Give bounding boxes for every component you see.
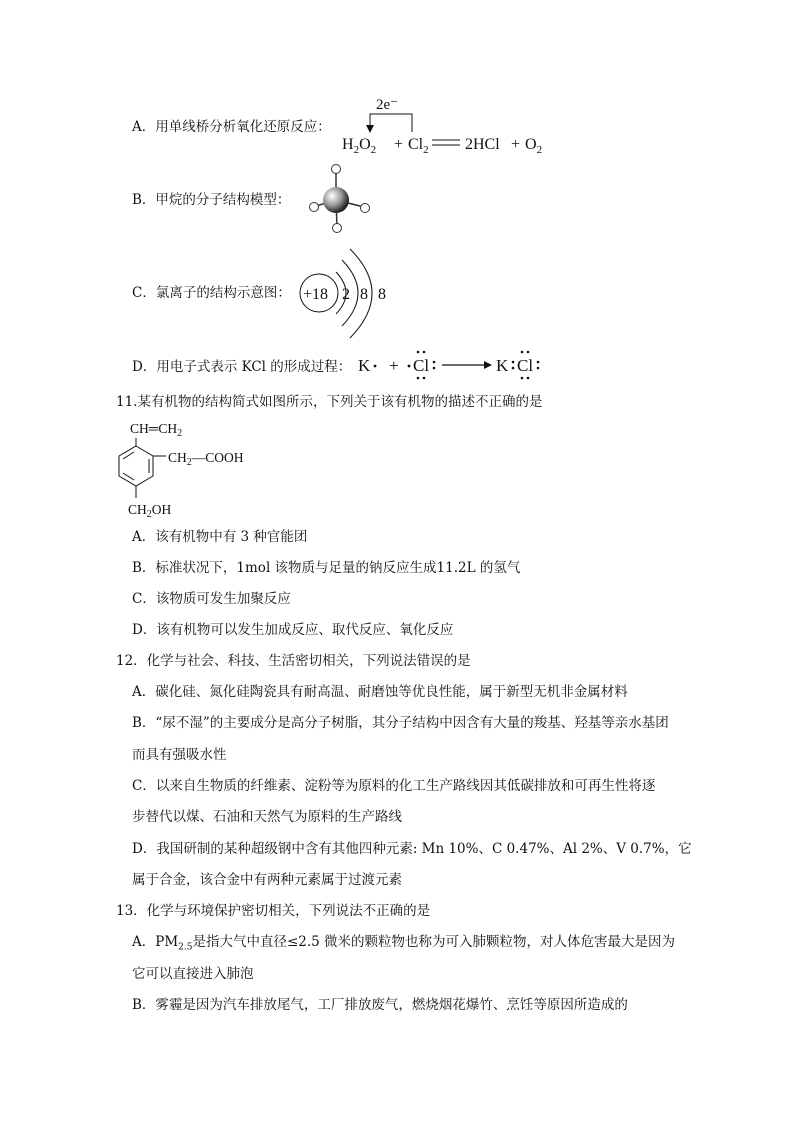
o2-formula: $O_2$	[525, 136, 543, 156]
bridge-arrowhead	[366, 125, 374, 133]
methane-ball-stick-model	[298, 160, 378, 236]
q13-stem: 13．化学与环境保护密切相关，下列说法不正确的是	[116, 903, 431, 919]
electron-dot	[408, 365, 411, 368]
benzene-ring	[119, 446, 153, 486]
q12-option-d: D．我国研制的某种超级钢中含有其他四种元素: Mn 10%、C 0.47%、Al 2%、V 0.7%，它	[132, 841, 692, 857]
product-chlorine: Cl	[517, 356, 534, 375]
cl2-formula: $Cl_2$	[408, 136, 429, 156]
hydrogen-atom	[361, 204, 370, 213]
q10-option-b-label: B．甲烷的分子结构模型：	[132, 192, 291, 208]
product-potassium: K	[496, 356, 509, 375]
reaction-arrowhead	[484, 361, 492, 369]
q13-option-b: B．雾霾是因为汽车排放尾气，工厂排放废气，燃烧烟花爆竹、烹饪等原因所造成的	[132, 997, 628, 1013]
shell-electron-count: 2	[342, 286, 350, 303]
q13-option-a: A．$PM_{2.5}$是指大气中直径≤2.5 微米的颗粒物也称为可入肺颗粒物，对人体危害最大是因为	[132, 934, 676, 953]
q10-option-c-label: C．氯离子的结构示意图：	[132, 285, 291, 301]
hcl-formula: 2HCl	[465, 136, 500, 153]
hydroxymethyl-group: $CH_2OH$	[128, 502, 172, 520]
plus-sign: +	[394, 136, 404, 153]
q11-option-a: A．该有机物中有 3 种官能团	[132, 529, 308, 545]
electron-transfer-label: 2e⁻	[376, 97, 399, 113]
q12-option-d-cont: 属于合金，该合金中有两种元素属于过渡元素	[132, 872, 402, 888]
chloride-ion-structure-diagram	[294, 248, 404, 344]
potassium-symbol: K	[358, 356, 371, 375]
vinyl-group: $CH═CH_2$	[130, 421, 183, 439]
q12-option-b: B．“尿不湿”的主要成分是高分子树脂，其分子结构中因含有大量的羧基、羟基等亲水基团	[132, 715, 669, 731]
redox-equation	[336, 92, 566, 156]
q11-option-d: D．该有机物可以发生加成反应、取代反应、氧化反应	[132, 622, 454, 638]
plus-sign: +	[389, 356, 399, 375]
hydrogen-atom	[333, 224, 342, 233]
h2o2-formula: $H_2O_2$	[342, 136, 377, 156]
shell-electron-count: 8	[378, 286, 386, 303]
chlorine-symbol: Cl	[413, 356, 430, 375]
plus-sign-2: +	[511, 136, 521, 153]
single-line-bridge	[370, 114, 412, 132]
shell-electron-count: 8	[360, 286, 368, 303]
q12-stem: 12．化学与社会、科技、生活密切相关，下列说法错误的是	[116, 653, 471, 669]
q10-option-d-label: D．用电子式表示 KCl 的形成过程：	[132, 359, 352, 375]
q12-option-b-cont: 而具有强吸水性	[132, 747, 227, 763]
hydrogen-atom	[332, 165, 341, 174]
hydrogen-atom	[310, 203, 319, 212]
q11-option-c: C．该物质可发生加聚反应	[132, 591, 291, 607]
acetic-acid-side-chain: $CH_2—COOH$	[168, 450, 244, 468]
q12-option-c: C．以来自生物质的纤维素、淀粉等为原料的化工生产路线因其低碳排放和可再生性将逐	[132, 778, 656, 794]
q13-option-a-cont: 它可以直接进入肺泡	[132, 966, 254, 982]
carbon-atom	[323, 187, 349, 213]
q11-option-b: B．标准状况下，1mol 该物质与足量的钠反应生成11.2L 的氢气	[132, 560, 521, 576]
q12-option-c-cont: 步替代以煤、石油和天然气为原料的生产路线	[132, 809, 402, 825]
electron-dot	[374, 365, 377, 368]
kcl-electron-formula	[354, 345, 564, 385]
nuclear-charge: +18	[303, 286, 329, 303]
q12-option-a: A．碳化硅、氮化硅陶瓷具有耐高温、耐磨蚀等优良性能，属于新型无机非金属材料	[132, 684, 628, 700]
q11-stem: 11.某有机物的结构简式如图所示，下列关于该有机物的描述不正确的是	[116, 394, 543, 410]
organic-structure-formula	[106, 418, 266, 520]
q10-option-a-label: A．用单线桥分析氧化还原反应：	[132, 119, 331, 135]
